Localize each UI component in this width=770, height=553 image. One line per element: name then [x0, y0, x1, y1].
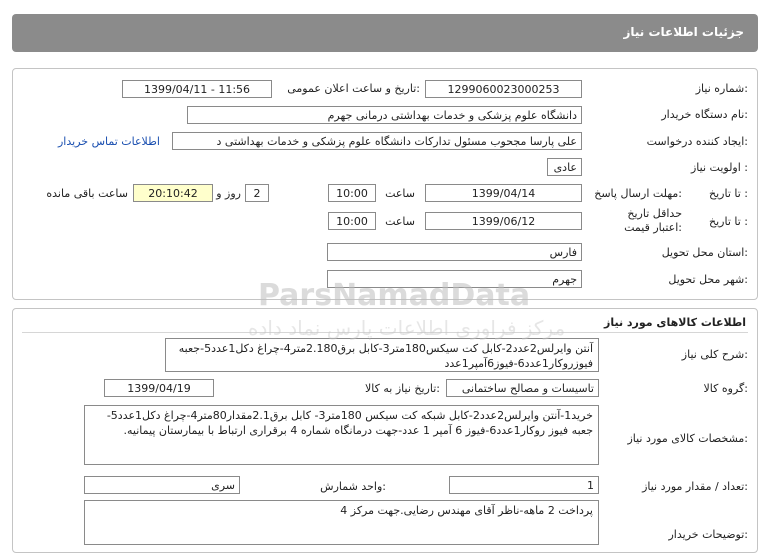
- need-date-label: تاریخ نیاز به کالا:: [365, 382, 440, 395]
- validity-date-field: 1399/06/12: [425, 212, 582, 230]
- need-date-field: 1399/04/19: [104, 379, 214, 397]
- goods-group-label: گروه کالا:: [703, 382, 748, 395]
- reply-time-field: 10:00: [328, 184, 376, 202]
- announce-field: 1399/04/11 - 11:56: [122, 80, 272, 98]
- buyer-notes-label: توضیحات خریدار:: [668, 528, 748, 541]
- summary-field: آنتن وایرلس2عدد2-کابل کت سیکس180متر3-کابل برق2.180متر4-چراغ دکل1عدد5-جعبه فیوزروکار1عدد6-فیوز6آمپر1عدد: [165, 338, 599, 372]
- reply-time-label: ساعت: [385, 187, 415, 200]
- quantity-field: 1: [449, 476, 599, 494]
- creator-field: علی پارسا مجحوب مسئول تدارکات دانشگاه علوم پزشکی و خدمات بهداشتی د: [172, 132, 582, 150]
- quantity-label: تعداد / مقدار مورد نیاز:: [642, 480, 748, 493]
- need-number-field: 1299060023000253: [425, 80, 582, 98]
- page-header: [12, 14, 758, 52]
- province-field: فارس: [327, 243, 582, 261]
- days-label: روز و: [216, 187, 241, 200]
- goods-group-field: تاسیسات و مصالح ساختمانی: [446, 379, 599, 397]
- buyer-notes-field: پرداخت 2 ماهه-ناظر آقای مهندس رضایی.جهت مرکز 4: [84, 500, 599, 545]
- priority-label: اولویت نیاز :: [690, 161, 748, 174]
- announce-label: تاریخ و ساعت اعلان عمومی:: [287, 82, 420, 95]
- validity-time-field: 10:00: [328, 212, 376, 230]
- province-label: استان محل تحویل:: [661, 246, 748, 259]
- creator-label: ایجاد کننده درخواست:: [646, 135, 748, 148]
- remaining-days-field: 2: [245, 184, 269, 202]
- need-number-label: شماره نیاز:: [695, 82, 748, 95]
- need-details-panel: [12, 68, 758, 300]
- watermark-slogan: مرکز فراوری اطلاعات پارس نماد داده: [248, 316, 566, 340]
- unit-field: سری: [84, 476, 240, 494]
- page-title: جزئیات اطلاعات نیاز: [623, 25, 744, 39]
- remaining-label: ساعت باقی مانده: [46, 187, 128, 200]
- spec-label: مشخصات کالای مورد نیاز:: [627, 432, 748, 445]
- remaining-time-field: 20:10:42: [133, 184, 213, 202]
- goods-section-title: اطلاعات کالاهای مورد نیاز: [604, 316, 746, 329]
- validity-time-label: ساعت: [385, 215, 415, 228]
- reply-to-date-label: تا تاریخ :: [709, 187, 748, 200]
- validity-label: حداقل تاریخ اعتبار قیمت:: [624, 207, 682, 234]
- unit-label: واحد شمارش:: [320, 480, 386, 493]
- goods-title-separator: [22, 332, 748, 333]
- buyer-field: دانشگاه علوم پزشکی و خدمات بهداشتی درمانی جهرم: [187, 106, 582, 124]
- validity-to-date-label: تا تاریخ :: [709, 215, 748, 228]
- buyer-label: نام دستگاه خریدار:: [661, 108, 748, 121]
- buyer-contact-link[interactable]: اطلاعات تماس خریدار: [58, 135, 160, 148]
- summary-label: شرح کلی نیاز:: [681, 348, 748, 361]
- spec-field: خرید1-آنتن وایرلس2عدد2-کابل شبکه کت سیکس 180متر3- کابل برق2.1مقدار80متر4-چراغ دکل1عدد5-جعبه فیوز روکار1عدد6-فیوز 6 آمپر 1 عدد-جهت درمانگاه شماره 4 برقراری ارتباط با بیمارستان پیمانیه.: [84, 405, 599, 465]
- reply-deadline-label: مهلت ارسال پاسخ:: [594, 187, 682, 200]
- city-field: جهرم: [327, 270, 582, 288]
- city-label: شهر محل تحویل:: [668, 273, 748, 286]
- reply-date-field: 1399/04/14: [425, 184, 582, 202]
- watermark-brand: ParsNamadData: [258, 278, 531, 313]
- priority-field: عادی: [547, 158, 582, 176]
